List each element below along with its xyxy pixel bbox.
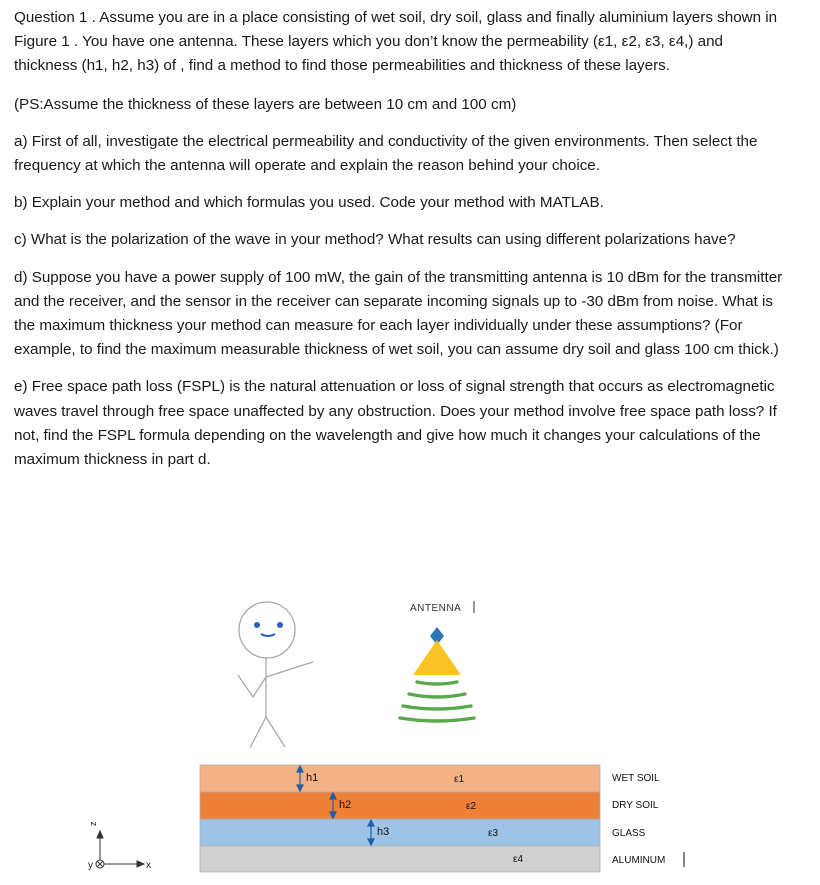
x-axis-arrowhead <box>137 861 144 867</box>
wave-4 <box>400 718 474 721</box>
question-part-e: e) Free space path loss (FSPL) is the natural attenuation or loss of signal strength that occurs as electromagnetic waves travel through free space unaffected by any obstruction. Does your method involve free space path loss? If not, find the FSPL formula depending on the wavelength and give how much it changes your calculations of the maximum thickness in part d. <box>14 378 777 469</box>
wet-soil-label: WET SOIL <box>612 773 660 784</box>
question-part-c: c) What is the polarization of the wave in your method? What results can using different polarizations have? <box>14 231 736 249</box>
coordinate-axes <box>96 831 144 868</box>
stick-figure-right-arm <box>266 662 313 677</box>
glass-label: GLASS <box>612 828 646 839</box>
h3-label: h3 <box>377 826 390 838</box>
stick-figure-head <box>239 602 295 658</box>
question-intro: Question 1 . Assume you are in a place consisting of wet soil, dry soil, glass and finally aluminium layers shown in Figure 1 . You have one antenna. These layers which you don’t know the permeability (ε1, ε2, ε3, ε4,) and thickness (h1, h2, h3) of , find a method to find those permeabilities and thickness of these layers. <box>14 9 778 75</box>
z-axis-arrowhead <box>97 831 103 838</box>
antenna-icon <box>413 627 461 675</box>
layer-glass <box>200 819 600 846</box>
antenna-label: ANTENNA <box>410 603 462 614</box>
h2-label: h2 <box>339 799 352 811</box>
h1-label: h1 <box>306 772 319 784</box>
antenna-cone <box>413 640 461 675</box>
question-text <box>14 6 784 485</box>
question-part-a: a) First of all, investigate the electrical permeability and conductivity of the given environments. Then select the frequency at which the antenna will operate and explain the reason behind your choice. <box>14 132 758 175</box>
wave-2 <box>409 694 465 697</box>
epsilon-3-label: ε3 <box>488 828 499 839</box>
wave-1 <box>417 682 457 684</box>
layer-dry-soil <box>200 792 600 819</box>
stick-figure-left-arm <box>238 675 266 697</box>
stick-figure-right-leg <box>266 717 285 747</box>
question-part-d: d) Suppose you have a power supply of 100 mW, the gain of the transmitting antenna is 10 dBm for the transmitter and the receiver, and the sensor in the receiver can separate incoming signals up to -30 dBm from noise. What is the maximum thickness your method can measure for each layer individually under these assumptions? (For example, to find the maximum measurable thickness of wet soil, you can assume dry soil and glass 100 cm thick.) <box>14 268 783 359</box>
stick-figure <box>238 602 313 748</box>
layer-aluminum <box>200 846 600 872</box>
layer-wet-soil <box>200 765 600 792</box>
epsilon-4-label: ε4 <box>513 854 524 865</box>
dry-soil-label: DRY SOIL <box>612 800 659 811</box>
layer-stack <box>200 765 600 872</box>
epsilon-2-label: ε2 <box>466 801 477 812</box>
left-eye <box>254 622 260 628</box>
right-eye <box>277 622 283 628</box>
question-part-b: b) Explain your method and which formulas you used. Code your method with MATLAB. <box>14 194 604 212</box>
z-axis-label: z <box>88 821 98 826</box>
signal-waves <box>400 682 474 721</box>
aluminum-label: ALUMINUM <box>612 855 666 866</box>
y-axis-label: y <box>88 860 93 871</box>
x-axis-label: x <box>146 860 151 871</box>
wave-3 <box>403 706 471 709</box>
stick-figure-left-leg <box>250 717 266 748</box>
epsilon-1-label: ε1 <box>454 774 465 785</box>
layer-name-labels <box>612 773 665 866</box>
figure-1 <box>0 585 820 885</box>
question-ps: (PS:Assume the thickness of these layers are between 10 cm and 100 cm) <box>14 95 517 113</box>
